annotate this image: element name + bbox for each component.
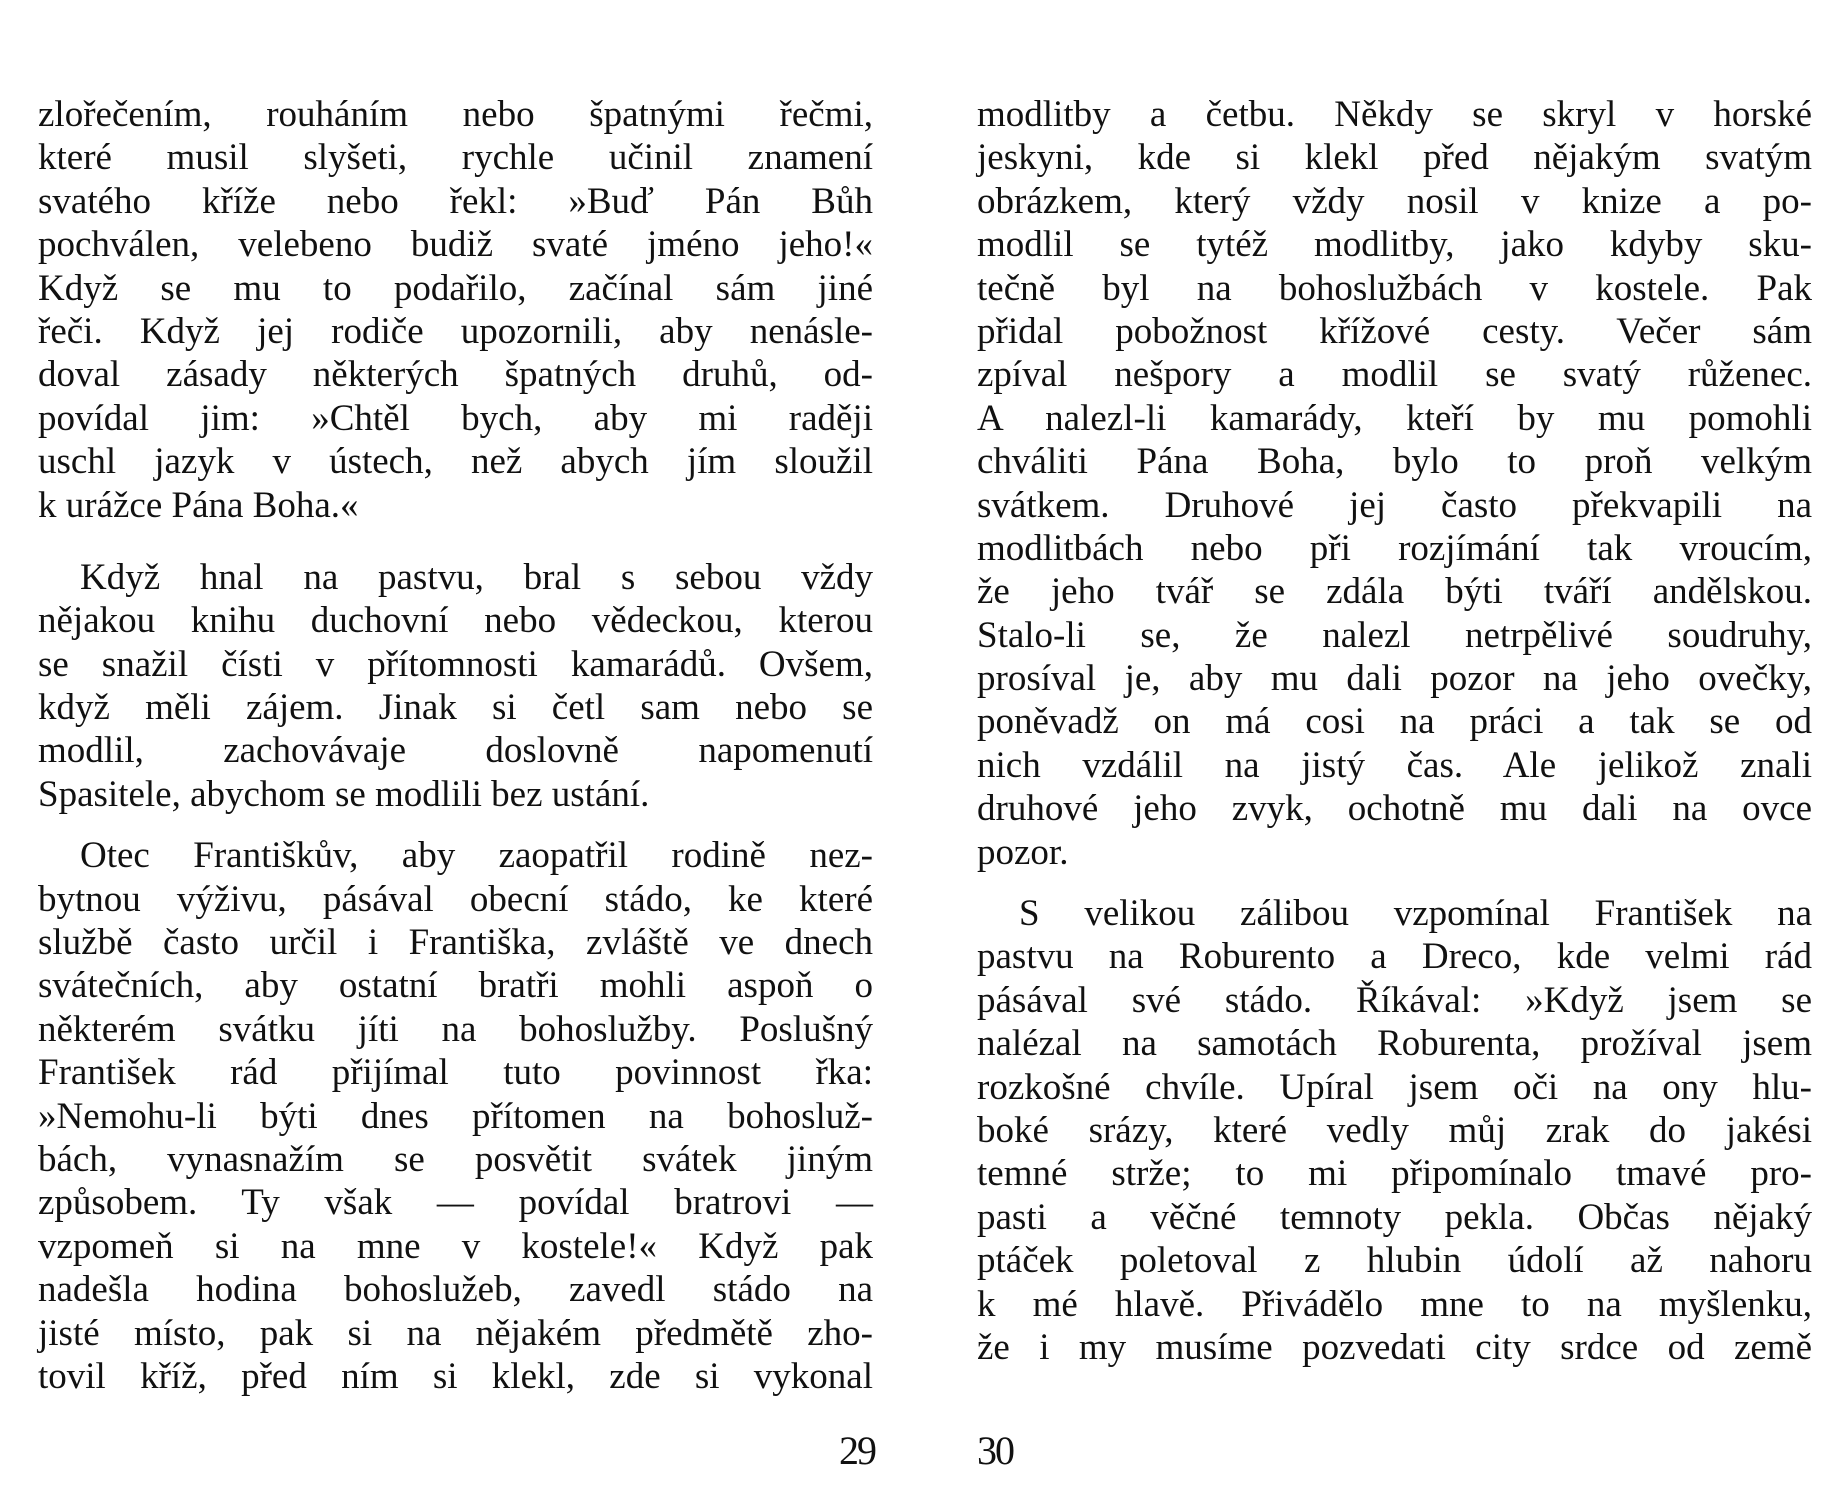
text-line: modlitbách nebo při rozjímání tak vroucím, [977,527,1812,569]
text-line: doval zásady některých špatných druhů, od- [38,354,873,396]
paragraph [977,892,1812,1369]
text-line: pasti a věčné temnoty pekla. Občas nějaký [977,1196,1812,1238]
page-number-left: 29 [839,1428,875,1473]
text-line: boké srázy, které vedly můj zrak do jakési [977,1109,1812,1151]
text-line: k mé hlavě. Přivádělo mne to na myšlenku, [977,1283,1812,1325]
text-line: službě často určil i Františka, zvláště ve dnech [38,922,873,964]
text-line: jeskyni, kde si klekl před nějakým svatým [977,137,1812,179]
text-line: S velikou zálibou vzpomínal František na [1019,893,1812,935]
text-line: Otec Františkův, aby zaopatřil rodině nez- [80,835,873,877]
text-line: povídal jim: »Chtěl bych, aby mi raději [38,397,873,439]
text-line: jisté místo, pak si na nějakém předmětě zho- [38,1312,873,1354]
text-line: zpíval nešpory a modlil se svatý růženec. [977,354,1812,396]
text-line: A nalezl-li kamarády, kteří by mu pomohli [977,397,1812,439]
text-line: nadešla hodina bohoslužeb, zavedl stádo na [38,1269,873,1311]
text-line: rozkošné chvíle. Upíral jsem oči na ony hlu- [977,1066,1812,1108]
text-line: svátečních, aby ostatní bratři mohli aspoň o [38,965,873,1007]
text-line: pásával své stádo. Říkával: »Když jsem se [977,979,1812,1021]
text-line: »Nemohu-li býti dnes přítomen na bohosluž- [38,1095,873,1137]
text-line: způsobem. Ty však — povídal bratrovi — [38,1182,873,1224]
text-line: přidal pobožnost křížové cesty. Večer sám [977,310,1812,352]
text-line: temné strže; to mi připomínalo tmavé pro- [977,1153,1812,1195]
text-line: které musil slyšeti, rychle učinil znamení [38,137,873,179]
text-line: Když se mu to podařilo, začínal sám jiné [38,267,873,309]
text-line: obrázkem, který vždy nosil v knize a po- [977,180,1812,222]
text-line: uschl jazyk v ústech, než abych jím sloužil [38,441,873,483]
text-line: chváliti Pána Boha, bylo to proň velkým [977,441,1812,483]
text-line: Když hnal na pastvu, bral s sebou vždy [80,556,873,598]
text-line: pozor. [977,831,1069,873]
text-line: nich vzdálil na jistý čas. Ale jelikož znali [977,744,1812,786]
text-line: tečně byl na bohoslužbách v kostele. Pak [977,267,1812,309]
text-line: Stalo-li se, že nalezl netrpělivé soudruhy, [977,614,1812,656]
text-line: se snažil čísti v přítomnosti kamarádů. Ovšem, [38,643,873,685]
text-line: poněvadž on má cosi na práci a tak se od [977,701,1812,743]
text-line: Spasitele, abychom se modlili bez ustání. [38,773,650,815]
text-line: zlořečením, rouháním nebo špatnými řečmi, [38,94,873,135]
text-line: prosíval je, aby mu dali pozor na jeho ovečky, [977,658,1812,700]
paragraph [38,556,873,816]
text-line: ptáček poletoval z hlubin údolí až nahoru [977,1240,1812,1282]
paragraph [977,93,1812,874]
text-line: modlil se tytéž modlitby, jako kdyby sku- [977,224,1812,266]
text-line: tovil kříž, před ním si klekl, zde si vykonal [38,1355,873,1397]
text-line: vzpomeň si na mne v kostele!« Když pak [38,1225,873,1267]
page-number-right: 30 [977,1428,1013,1473]
text-line: že i my musíme pozvedati city srdce od země [977,1326,1812,1368]
text-line: svatého kříže nebo řekl: »Buď Pán Bůh [38,180,873,222]
text-line: k urážce Pána Boha.« [38,484,359,526]
text-line: bytnou výživu, pásával obecní stádo, ke které [38,878,873,920]
text-line: řeči. Když jej rodiče upozornili, aby nenásle- [38,310,873,352]
text-line: modlitby a četbu. Někdy se skryl v horské [977,94,1812,135]
text-line: svátkem. Druhové jej často překvapili na [977,484,1812,526]
paragraph [38,834,873,1398]
text-line: pastvu na Roburento a Dreco, kde velmi rád [977,936,1812,978]
text-line: druhové jeho zvyk, ochotně mu dali na ovce [977,788,1812,830]
text-line: že jeho tvář se zdála býti tváří andělskou. [977,571,1812,613]
text-line: bách, vynasnažím se posvětit svátek jiným [38,1138,873,1180]
text-line: modlil, zachovávaje doslovně napomenutí [38,730,873,772]
text-line: nalézal na samotách Roburenta, prožíval jsem [977,1023,1812,1065]
left-page-text [38,75,873,1398]
paragraph [38,93,873,527]
text-line: když měli zájem. Jinak si četl sam nebo se [38,687,873,729]
text-line: pochválen, velebeno budiž svaté jméno jeho!« [38,224,873,266]
text-line: některém svátku jíti na bohoslužby. Poslušný [38,1008,873,1050]
right-page-text [977,75,1812,1369]
text-line: nějakou knihu duchovní nebo vědeckou, kterou [38,600,873,642]
text-line: František rád přijímal tuto povinnost řka: [38,1052,873,1094]
